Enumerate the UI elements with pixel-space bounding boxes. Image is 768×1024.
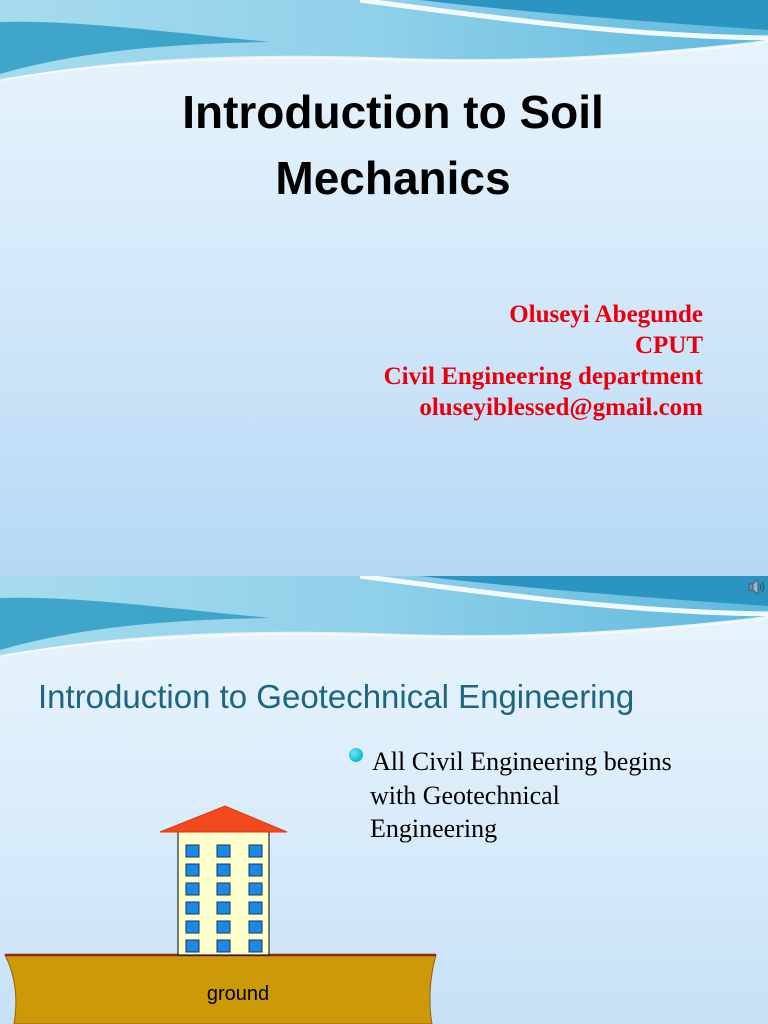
ground-label: ground <box>206 983 270 1005</box>
author-email: oluseyiblessed@gmail.com <box>419 394 703 421</box>
window <box>217 940 230 952</box>
slide-2 <box>0 576 768 1024</box>
window <box>217 864 230 876</box>
window <box>217 883 230 895</box>
window <box>217 921 230 933</box>
author-institution: CPUT <box>634 332 703 359</box>
slide-title <box>0 79 768 211</box>
window <box>186 883 199 895</box>
window <box>249 883 262 895</box>
header-wave-decoration <box>0 0 768 90</box>
window <box>186 940 199 952</box>
window <box>249 902 262 914</box>
bullet-dot-icon <box>349 748 363 762</box>
author-block <box>384 299 703 423</box>
window <box>186 864 199 876</box>
bullet-line-2: with Geotechnical <box>370 780 560 810</box>
slide-heading: Introduction to Geotechnical Engineering <box>38 678 635 715</box>
bullet-line-1: All Civil Engineering begins <box>372 747 672 776</box>
slide-title-line-2: Mechanics <box>275 152 511 204</box>
window <box>249 940 262 952</box>
speaker-icon[interactable] <box>747 577 767 597</box>
window <box>217 902 230 914</box>
building-roof <box>160 806 287 832</box>
window <box>249 864 262 876</box>
header-wave-decoration <box>0 576 768 666</box>
bullet-line-3: Engineering <box>370 814 498 843</box>
author-department: Civil Engineering department <box>383 363 703 390</box>
window <box>217 845 230 857</box>
window <box>186 921 199 933</box>
building-on-ground-illustration <box>0 796 440 1024</box>
slide-title-line-1: Introduction to Soil <box>182 86 604 138</box>
window <box>186 902 199 914</box>
author-name: Oluseyi Abegunde <box>509 301 703 328</box>
window <box>249 921 262 933</box>
window <box>249 845 262 857</box>
window <box>186 845 199 857</box>
